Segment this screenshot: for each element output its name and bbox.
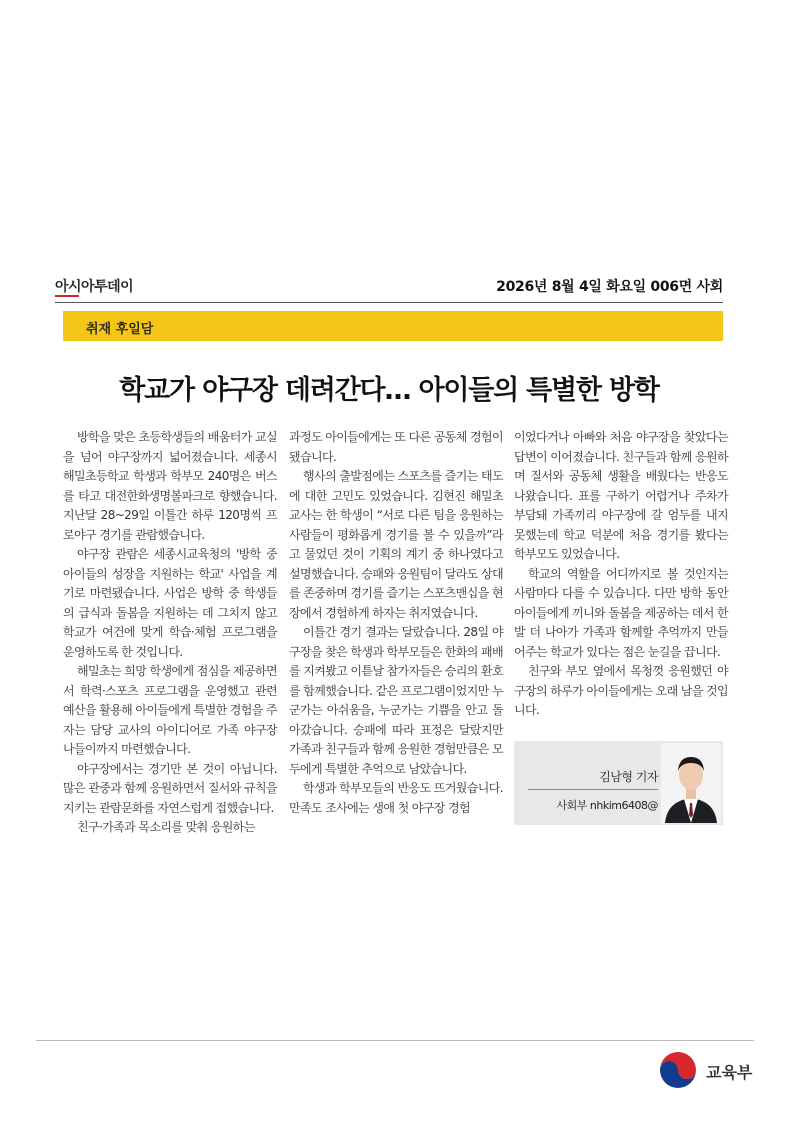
- masthead: [55, 276, 723, 298]
- government-emblem-icon: [658, 1050, 698, 1090]
- paragraph: 방학을 맞은 초등학생들의 배움터가 교실을 넘어 야구장까지 넓어졌습니다. 세종시 해밀초등학교 학생과 학부모 240명은 버스를 타고 대전한화생명볼파크로 향했습니다. 지난달 28~29일 이틀간 하루 120명씩 프로야구 경기를 관람했습니다.: [63, 430, 277, 542]
- paragraph: 이틀간 경기 결과는 달랐습니다. 28일 야구장을 찾은 학생과 학부모들은 한화의 패배를 지켜봤고 이튿날 참가자들은 승리의 환호를 함께했습니다. 같은 프로그램이었지만 누군가는 아쉬움을, 누군가는 기쁨을 안고 돌아갔습니다. 승패에 따라 표정은 달랐지만 가족과 친구들과 함께 응원한 경험만큼은 모두에게 특별한 추억으로 남았습니다.: [289, 625, 503, 776]
- paragraph: 야구장 관람은 세종시교육청의 '방학 중 아이들의 성장을 지원하는 학교' 사업을 계기로 마련됐습니다. 사업은 방학 중 학생들의 급식과 돌봄을 지원하는 데 그치지 않고 학교가 여건에 맞게 학습·체험 프로그램을 운영하도록 한 것입니다.: [63, 547, 277, 659]
- paragraph: 해밀초는 희망 학생에게 점심을 제공하면서 학력·스포츠 프로그램을 운영했고 관련 예산을 활용해 아이들에게 특별한 경험을 주자는 담당 교사의 아이디어로 가족 야구장 나들이까지 마련했습니다.: [63, 664, 277, 756]
- dateline: 2026년 8월 4일 화요일 006면 사회: [496, 279, 723, 295]
- article-column-1: [63, 428, 277, 838]
- article-headline: 학교가 야구장 데려간다… 아이들의 특별한 방학: [119, 375, 659, 406]
- reporter-name: 김남형 기자: [599, 770, 658, 784]
- paragraph: 학교의 역할을 어디까지로 볼 것인지는 사람마다 다를 수 있습니다. 다만 방학 동안 아이들에게 끼니와 돌봄을 제공하는 데서 한발 더 나아가 가족과 함께할 추억까지 만들어주는 학교가 있다는 점은 눈길을 끕니다.: [514, 566, 728, 659]
- reporter-email: 사회부 nhkim6408@: [556, 799, 658, 812]
- footer-org-name: 교육부: [706, 1063, 753, 1082]
- masthead-rule: [55, 302, 723, 303]
- reporter-photo: [661, 743, 721, 823]
- paragraph: 과정도 아이들에게는 또 다른 공동체 경험이 됐습니다.: [289, 430, 503, 464]
- reporter-byline: [514, 741, 723, 825]
- paragraph: 행사의 출발점에는 스포츠를 즐기는 태도에 대한 고민도 있었습니다. 김현진 해밀초 교사는 한 학생이 “서로 다른 팀을 응원하는 사람들이 평화롭게 경기를 볼 수 있을까”라고 물었던 것이 기획의 계기 중 하나였다고 설명했습니다. 승패와 응원팀이 달라도 상대를 존중하며 경기를 즐기는 스포츠맨십을 현장에서 경험하게 하자는 취지였습니다.: [289, 469, 503, 620]
- byline-divider: [528, 789, 658, 790]
- footer-rule: [36, 1040, 754, 1041]
- paragraph: 학생과 학부모들의 반응도 뜨거웠습니다. 만족도 조사에는 생애 첫 야구장 경험: [289, 781, 503, 815]
- article-column-3: [514, 428, 728, 721]
- paragraph: 이었다거나 아빠와 처음 야구장을 찾았다는 답변이 이어졌습니다. 친구들과 함께 응원하며 질서와 공동체 생활을 배웠다는 반응도 나왔습니다. 표를 구하기 어렵거나 주차가 부담돼 가족끼리 야구장에 갈 엄두를 내지 못했는데 학교 덕분에 처음 경기를 봤다는 학부모도 있었습니다.: [514, 430, 728, 561]
- publication-logo: 아시아투데이: [55, 279, 134, 295]
- paragraph: 친구·가족과 목소리를 맞춰 응원하는: [77, 820, 255, 834]
- logo-underline: [55, 295, 79, 297]
- paragraph: 야구장에서는 경기만 본 것이 아닙니다. 많은 관중과 함께 응원하면서 질서와 규칙을 지키는 관람문화를 자연스럽게 접했습니다.: [63, 761, 277, 815]
- article-column-2: [289, 428, 503, 818]
- section-bar: [63, 311, 723, 341]
- paragraph: 친구와 부모 옆에서 목청껏 응원했던 야구장의 하루가 아이들에게는 오래 남을 것입니다.: [514, 664, 728, 717]
- section-label: 취재 후일담: [86, 322, 154, 337]
